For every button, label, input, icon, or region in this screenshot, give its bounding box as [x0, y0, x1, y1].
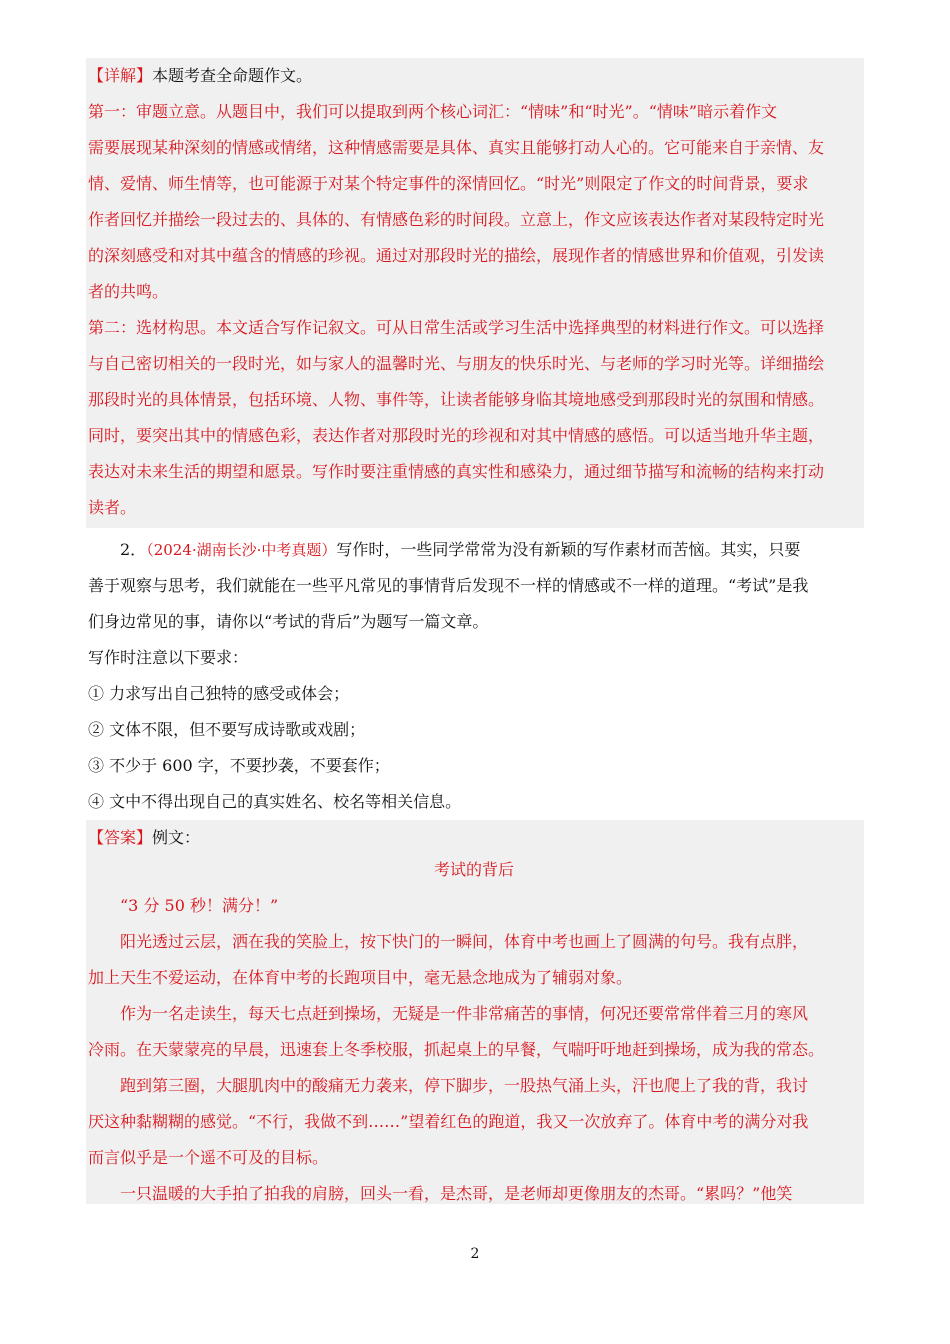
essay-line: 作为一名走读生，每天七点赶到操场，无疑是一件非常痛苦的事情，何况还要常常伴着三月的寒风 [120, 1004, 809, 1023]
explanation-header-text: 本题考查全命题作文。 [152, 66, 313, 85]
question-line-3: 们身边常见的事，请你以“考试的背后”为题写一篇文章。 [88, 612, 489, 631]
essay-line: 而言似乎是一个遥不可及的目标。 [88, 1148, 329, 1167]
explanation-line: 的深刻感受和对其中蕴含的情感的珍视。通过对那段时光的描绘，展现作者的情感世界和价值观，引发读 [88, 246, 825, 265]
essay-line: “3 分 50 秒！满分！” [120, 896, 279, 915]
essay-title: 考试的背后 [433, 860, 514, 879]
explanation-line: 与自己密切相关的一段时光，如与家人的温馨时光、与朋友的快乐时光、与老师的学习时光等。详细描绘 [88, 354, 825, 373]
explanation-line: 第一：审题立意。从题目中，我们可以提取到两个核心词汇：“情味”和“时光”。“情味”暗示着作文 [88, 102, 778, 121]
requirements-intro: 写作时注意以下要求： [88, 648, 249, 667]
question-number: 2． [120, 540, 147, 559]
explanation-line: 同时，要突出其中的情感色彩，表达作者对那段时光的珍视和对其中情感的感悟。可以适当地升华主题， [88, 426, 825, 445]
essay-line: 冷雨。在天蒙蒙亮的早晨，迅速套上冬季校服，抓起桌上的早餐，气喘吁吁地赶到操场，成为我的常态。 [88, 1040, 825, 1059]
question-source: （2024·湖南长沙·中考真题） [146, 541, 337, 559]
question-text: 写作时，一些同学常常为没有新颖的写作素材而苦恼。其实，只要 [336, 540, 801, 559]
explanation-line: 那段时光的具体情景，包括环境、人物、事件等，让读者能够身临其境地感受到那段时光的氛围和情感。 [88, 390, 825, 409]
essay-line: 厌这种黏糊糊的感觉。“不行，我做不到……”望着红色的跑道，我又一次放弃了。体育中考的满分对我 [88, 1112, 809, 1131]
answer-header-text: 例文： [152, 828, 201, 847]
question-line-1 [120, 532, 860, 568]
explanation-line: 需要展现某种深刻的情感或情绪，这种情感需要是具体、真实且能够打动人心的。它可能来自于亲情、友 [88, 138, 825, 157]
answer-tag: 【答案】 [88, 828, 153, 847]
explanation-line: 第二：选材构思。本文适合写作记叙文。可从日常生活或学习生活中选择典型的材料进行作文。可以选择 [88, 318, 825, 337]
answer-header [88, 820, 860, 856]
requirement-item: ④ 文中不得出现自己的真实姓名、校名等相关信息。 [88, 792, 462, 811]
essay-line: 一只温暖的大手拍了拍我的肩膀，回头一看，是杰哥，是老师却更像朋友的杰哥。“累吗？”他笑 [120, 1184, 793, 1203]
explanation-line: 作者回忆并描绘一段过去的、具体的、有情感色彩的时间段。立意上，作文应该表达作者对某段特定时光 [88, 210, 825, 229]
explanation-line: 情、爱情、师生情等，也可能源于对某个特定事件的深情回忆。“时光”则限定了作文的时间背景，要求 [88, 174, 809, 193]
explanation-tag: 【详解】 [88, 66, 153, 85]
essay-line: 阳光透过云层，洒在我的笑脸上，按下快门的一瞬间，体育中考也画上了圆满的句号。我有点胖， [120, 932, 809, 951]
requirement-item: ① 力求写出自己独特的感受或体会； [88, 684, 350, 703]
question-line-2: 善于观察与思考，我们就能在一些平凡常见的事情背后发现不一样的情感或不一样的道理。“考试”是我 [88, 576, 809, 595]
explanation-header [88, 58, 860, 94]
explanation-line: 表达对未来生活的期望和愿景。写作时要注重情感的真实性和感染力，通过细节描写和流畅的结构来打动 [88, 462, 825, 481]
essay-line: 加上天生不爱运动，在体育中考的长跑项目中，毫无悬念地成为了辅弱对象。 [88, 968, 633, 987]
explanation-line: 者的共鸣。 [88, 282, 169, 301]
essay-line: 跑到第三圈，大腿肌肉中的酸痛无力袭来，停下脚步，一股热气涌上头，汗也爬上了我的背，我讨 [120, 1076, 809, 1095]
explanation-line: 读者。 [88, 498, 137, 517]
page-number: 2 [470, 1246, 480, 1262]
requirement-item: ③ 不少于 600 字，不要抄袭，不要套作； [88, 756, 390, 775]
requirement-item: ② 文体不限，但不要写成诗歌或戏剧； [88, 720, 366, 739]
